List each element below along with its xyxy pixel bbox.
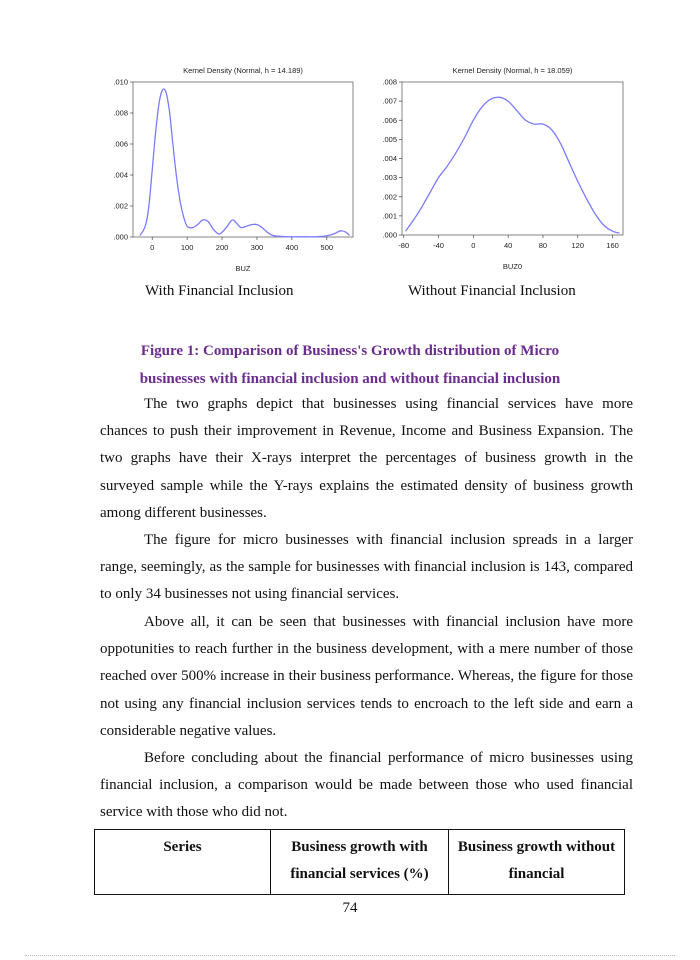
x-axis-label: BUZ (235, 264, 251, 273)
figure-title-line1: Figure 1: Comparison of Business's Growth distribution of Micro (140, 343, 560, 359)
caption-without-financial-inclusion: Without Financial Inclusion (408, 283, 576, 299)
y-tick-label: .004 (382, 154, 397, 163)
kernel-density-chart-without-fi (370, 62, 635, 280)
figure-title (100, 337, 600, 393)
header-series: Series (95, 830, 271, 895)
caption-with-financial-inclusion: With Financial Inclusion (145, 283, 294, 299)
plot-frame (133, 82, 353, 237)
density-line (406, 97, 620, 233)
y-tick-label: .008 (382, 77, 397, 87)
x-axis-label: BUZ0 (502, 262, 523, 271)
kernel-density-chart-with-fi (105, 62, 365, 280)
y-tick-label: .006 (113, 139, 128, 149)
y-tick-label: .008 (113, 108, 128, 118)
chart-without-fi-svg (370, 62, 635, 280)
x-tick-label: 500 (320, 243, 334, 252)
x-tick-label: 400 (285, 243, 299, 252)
density-line (140, 89, 350, 237)
bottom-divider (25, 955, 675, 956)
x-tick-label: 120 (571, 241, 585, 250)
x-tick-label: 0 (471, 241, 476, 250)
y-tick-label: .003 (382, 173, 397, 183)
x-tick-label: 200 (215, 243, 229, 252)
y-tick-label: .001 (382, 211, 397, 221)
y-tick-label: .002 (113, 201, 128, 211)
paragraph-2-text: The figure for micro businesses with financial inclusion spreads in a larger range, seemingly, as the sample for businesses with financial inclusion is 143, compared to only 34 businesses not using financial services. (100, 532, 633, 603)
paragraph-4 (100, 745, 633, 827)
chart-title: Kernel Density (Normal, h = 14.189) (183, 66, 303, 75)
x-tick-label: 300 (250, 243, 264, 252)
y-tick-label: .010 (113, 77, 128, 87)
figure-title-line2: businesses with financial inclusion and without financial inclusion (139, 371, 561, 387)
y-tick-label: .002 (382, 192, 397, 202)
x-tick-label: -40 (433, 241, 444, 250)
paragraph-4-text: Before concluding about the financial performance of micro businesses using financial inclusion, a comparison would be made between those who used financial service with those who did not. (100, 750, 633, 821)
paragraph-1-text: The two graphs depict that businesses using financial services have more chances to push their improvement in Revenue, Income and Business Expansion. The two graphs have their X-rays interpret the percentages of business growth in the surveyed sample while the Y-rays explains the estimated density of business growth among different businesses. (100, 396, 633, 521)
x-tick-label: -80 (398, 241, 410, 250)
x-tick-label: 160 (606, 241, 619, 250)
paragraph-1 (100, 391, 633, 527)
x-tick-label: 40 (503, 241, 513, 250)
chart-title: Kernel Density (Normal, h = 18.059) (452, 66, 573, 75)
y-tick-label: .000 (382, 230, 397, 240)
y-tick-label: .007 (382, 96, 397, 106)
y-tick-label: .004 (113, 170, 128, 180)
y-tick-label: .000 (113, 232, 128, 242)
header-growth-without: Business growth without financial (449, 830, 625, 895)
paragraph-2 (100, 527, 633, 609)
paragraph-3 (100, 609, 633, 745)
header-growth-with: Business growth with financial services (%) (271, 830, 449, 895)
x-tick-label: 80 (538, 241, 548, 250)
x-tick-label: 100 (180, 243, 194, 252)
y-tick-label: .006 (382, 115, 397, 125)
x-tick-label: 0 (150, 243, 155, 252)
y-tick-label: .005 (382, 134, 397, 144)
series-table-header-row (95, 830, 625, 895)
chart-with-fi-svg (105, 62, 365, 280)
paragraph-3-text: Above all, it can be seen that businesses with financial inclusion have more oppotunities to reach further in the business development, with a mere number of those reached over 500% increase in their business performance. Whereas, the figure for those not using any financial inclusion services tends to encroach to the left side and earn a considerable negative values. (100, 614, 633, 739)
series-table (94, 829, 625, 895)
page-number: 74 (342, 900, 358, 916)
